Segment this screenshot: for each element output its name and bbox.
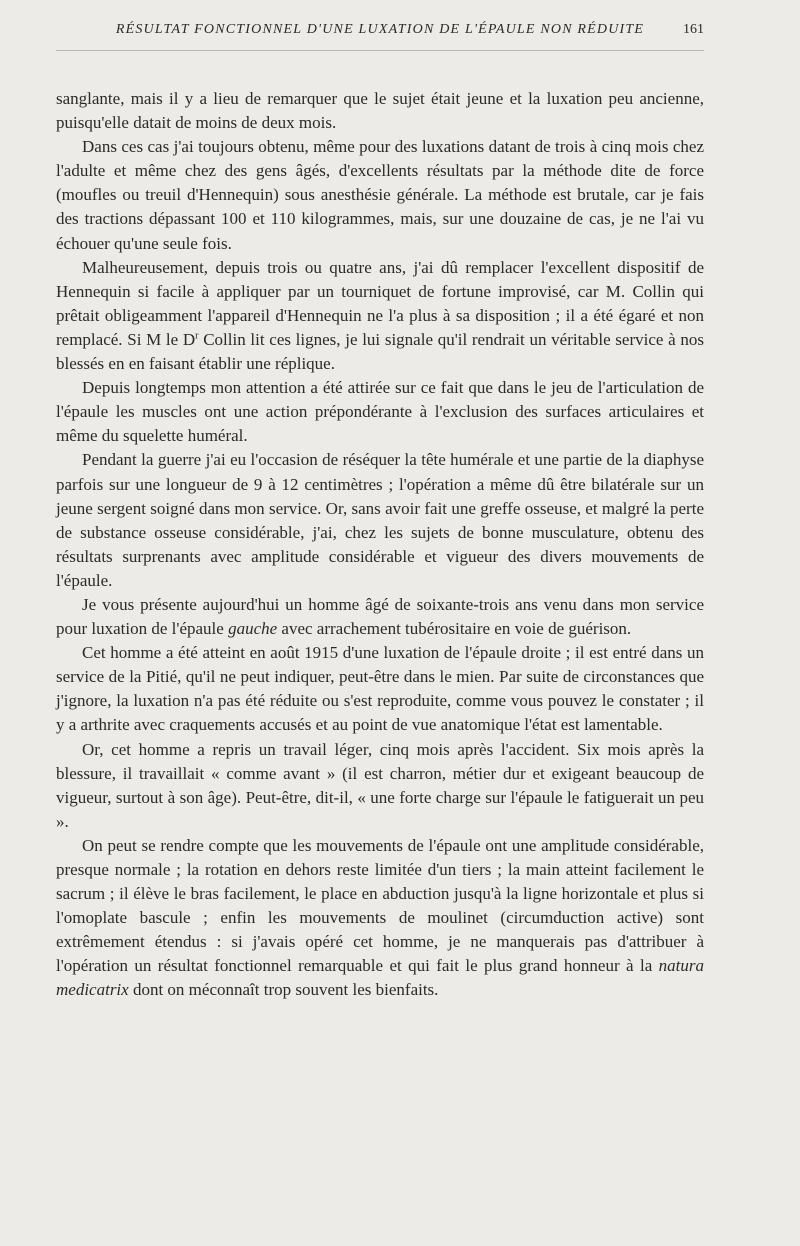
paragraph-8: Or, cet homme a repris un travail léger, cinq mois après l'accident. Six mois après la blessure, il travaillait « comme avant » (il est charron, métier dur et exigeant beaucoup de vigueur, surtout à son âge). Peut-être, dit-il, « une forte charge sur l'épaule le fatiguerait un peu ». — [56, 739, 704, 831]
paragraph-9-italic: natura medicatrix — [56, 956, 704, 1000]
paragraph-6-italic: gauche — [228, 619, 278, 639]
paragraph-6 — [56, 593, 704, 641]
paragraph-9-text-a: On peut se rendre compte que les mouvements de l'épaule ont une amplitude considérable, presque normale ; la rotation en dehors reste limitée d'un tiers ; la main atteint facilement le sacrum ; il élève le bras facilement, le place en abduction jusqu'à la ligne horizontale et plus si l'omoplate bascule ; enfin les mouvements de moulinet (circumduction active) sont extrêmement étendus : si j'avais opéré cet homme, je ne manquerais pas d'attribuer à l'opération un résultat fonctionnel remarquable et qui fait le plus grand honneur à la — [56, 835, 704, 976]
paragraph-9 — [56, 834, 704, 1003]
paragraph-5: Pendant la guerre j'ai eu l'occasion de réséquer la tête humérale et une partie de la diaphyse parfois sur une longueur de 9 à 12 centimètres ; l'opération a même dû être bilatérale sur un jeune sergent soigné dans mon service. Or, sans avoir fait une greffe osseuse, et malgré la perte de substance osseuse considérable, j'ai, chez les sujets de bonne musculature, obtenu des résultats surprenants avec amplitude considérable et vigueur des divers mouvements de l'épaule. — [56, 450, 704, 590]
paragraph-3 — [56, 256, 704, 376]
paragraph-4: Depuis longtemps mon attention a été attirée sur ce fait que dans le jeu de l'articulation de l'épaule les muscles ont une action prépondérante à l'exclusion des surfaces articulaires et même du squelette huméral. — [56, 378, 704, 446]
paragraph-6-text-a: Je vous présente aujourd'hui un homme âgé de soixante-trois ans venu dans mon service pour luxation de l'épaule — [56, 594, 704, 639]
paragraph-2: Dans ces cas j'ai toujours obtenu, même pour des luxations datant de trois à cinq mois chez l'adulte et même chez des gens âgés, d'excellents résultats par la méthode dite de force (moufles ou treuil d'Hennequin) sous anesthésie générale. La méthode est brutale, car je fais des tractions dépassant 100 et 110 kilogrammes, mais, sur une douzaine de cas, je ne l'ai vu échouer qu'une seule fois. — [56, 137, 704, 253]
paragraph-6-text-b: avec arrachement tubérositaire en voie de guérison. — [277, 619, 632, 639]
paragraph-3-text-a: Malheureusement, depuis trois ou quatre ans, j'ai dû remplacer l'excellent dispositif de Hennequin si facile à appliquer par un tourniquet de fortune improvisé, car M. Collin qui prêtait obligeamment l'appareil d'Hennequin ne l'a plus à sa disposition ; il a été égaré et non remplacé. Si M le D — [56, 257, 704, 349]
paragraph-1: sanglante, mais il y a lieu de remarquer que le sujet était jeune et la luxation peu ancienne, puisqu'elle datait de moins de deux mois. — [56, 89, 704, 133]
paragraph-3-text-b: Collin lit ces lignes, je lui signale qu'il rendrait un véritable service à nos blessés en en faisant établir une réplique. — [56, 329, 704, 374]
paragraph-3-superscript: r — [195, 330, 199, 342]
running-header — [56, 22, 704, 51]
paragraph-9-text-b: dont on méconnaît trop souvent les bienfaits. — [128, 980, 439, 1000]
article-body — [56, 87, 704, 1003]
page-number: 161 — [683, 22, 704, 37]
paragraph-7: Cet homme a été atteint en août 1915 d'une luxation de l'épaule droite ; il est entré dans un service de la Pitié, qu'il ne peut indiquer, peut-être dans le mien. Par suite de circonstances que j'ignore, la luxation n'a pas été réduite ou s'est reproduite, comme vous pouvez le constater ; il y a arthrite avec craquements accusés et au point de vue anatomique l'état est lamentable. — [56, 643, 704, 735]
running-title: RÉSULTAT FONCTIONNEL D'UNE LUXATION DE L'ÉPAULE NON RÉDUITE — [115, 22, 645, 37]
